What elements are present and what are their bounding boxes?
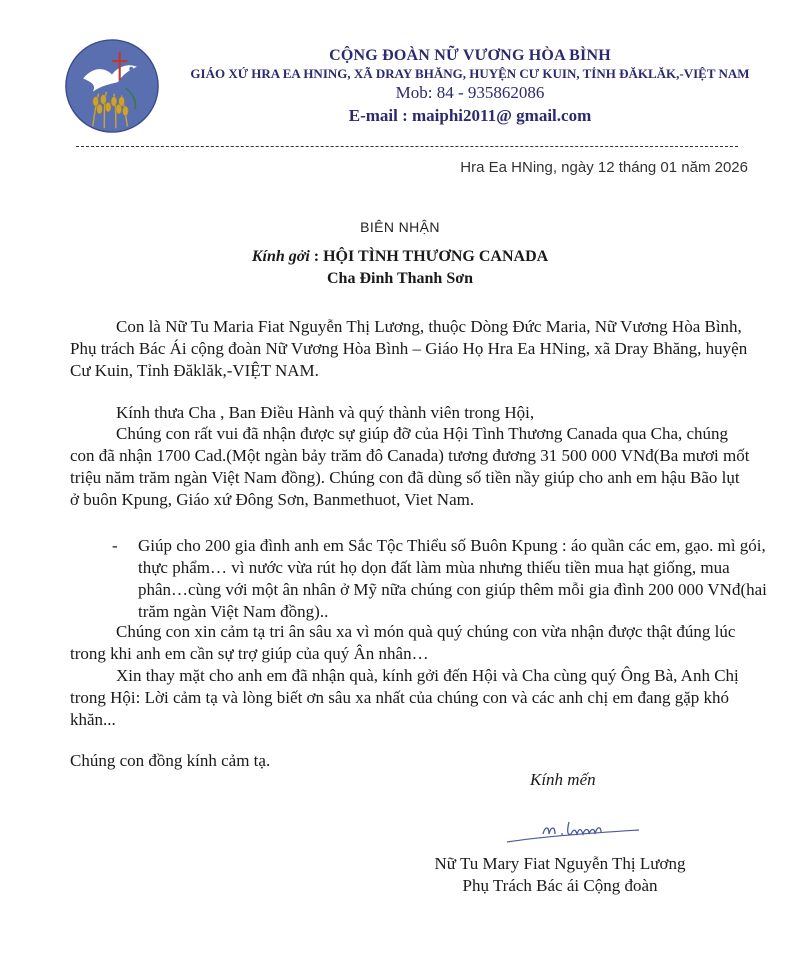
- date-line: Hra Ea HNing, ngày 12 tháng 01 năm 2026: [460, 159, 748, 176]
- mobile-number: Mob: 84 - 935862086: [395, 83, 545, 102]
- address-paragraph: Kính thưa Cha , Ban Điều Hành và quý thành viên trong Hội,: [116, 403, 535, 422]
- regards: Kính mến: [530, 770, 596, 789]
- document-title: BIÊN NHẬN: [360, 219, 440, 235]
- bullet-text: Giúp cho 200 gia đình anh em Sắc Tộc Thiểu số Buôn Kpung : áo quần các em, gạo. mì gói, thực phẩm… vì nước vừa rút họ dọn đất làm mùa nhưng thiếu tiền mua hạt giống, mua phân…cùng với một ân nhân ở Mỹ nữa chúng con giúp thêm mỗi gia đình 200 000 VNđ(hai trăm ngàn Việt Nam đồng)..: [138, 536, 767, 621]
- list-item: [108, 535, 774, 623]
- bullet-marker: -: [112, 536, 118, 555]
- salutation: Kính gởi : HỘI TÌNH THƯƠNG CANADA: [251, 248, 549, 265]
- closing-line: Chúng con đồng kính cảm tạ.: [70, 751, 271, 770]
- gratitude-paragraph: Chúng con xin cảm tạ tri ân sâu xa vì món quà quý chúng con vừa nhận được thật đúng lúc trong khi anh em cần sự trợ giúp của quý Ân nhân…: [70, 622, 736, 663]
- salutation-label: Kính gởi: [251, 248, 310, 265]
- header-divider: [76, 146, 738, 147]
- organization-name: CỘNG ĐOÀN NỮ VƯƠNG HÒA BÌNH: [329, 47, 611, 64]
- signer-name: Nữ Tu Mary Fiat Nguyễn Thị Lương: [434, 854, 686, 873]
- parish-address: GIÁO XỨ HRA EA HNING, XÃ DRAY BHĂNG, HUYỆN CƯ KUIN, TỈNH ĐĂKLĂK,-VIỆT NAM: [190, 66, 750, 81]
- email-address: E-mail : maiphi2011@ gmail.com: [348, 106, 592, 125]
- organization-logo: [64, 38, 160, 134]
- signature: [503, 812, 643, 852]
- recipient-priest: Cha Đinh Thanh Sơn: [327, 270, 473, 287]
- received-paragraph: Chúng con rất vui đã nhận được sự giúp đỡ của Hội Tình Thương Canada qua Cha, chúng con đã nhận 1700 Cad.(Một ngàn bảy trăm đô Canada) tương đương 31 500 000 VNđ(Ba mươi mốt triệu năm trăm ngàn Việt Nam đồng). Chúng con đã dùng số tiền nầy giúp cho anh em hậu Bão lụt ở buôn Kpung, Giáo xứ Đông Sơn, Banmethuot, Viet Nam.: [70, 424, 750, 509]
- intro-paragraph: Con là Nữ Tu Maria Fiat Nguyễn Thị Lương, thuộc Dòng Đức Maria, Nữ Vương Hòa Bình, Phụ trách Bác Ái cộng đoàn Nữ Vương Hòa Bình – Giáo Họ Hra Ea HNing, xã Dray Bhăng, huyện Cư Kuin, Tỉnh Đăklăk,-VIỆT NAM.: [70, 317, 748, 380]
- signer-title: Phụ Trách Bác ái Cộng đoàn: [462, 876, 658, 895]
- thanks-paragraph: Xin thay mặt cho anh em đã nhận quà, kính gởi đến Hội và Cha cùng quý Ông Bà, Anh Chị trong Hội: Lời cảm tạ và lòng biết ơn sâu xa nhất của chúng con và các anh chị em đang gặp khó khăn...: [70, 666, 739, 729]
- recipient-name: HỘI TÌNH THƯƠNG CANADA: [323, 248, 549, 265]
